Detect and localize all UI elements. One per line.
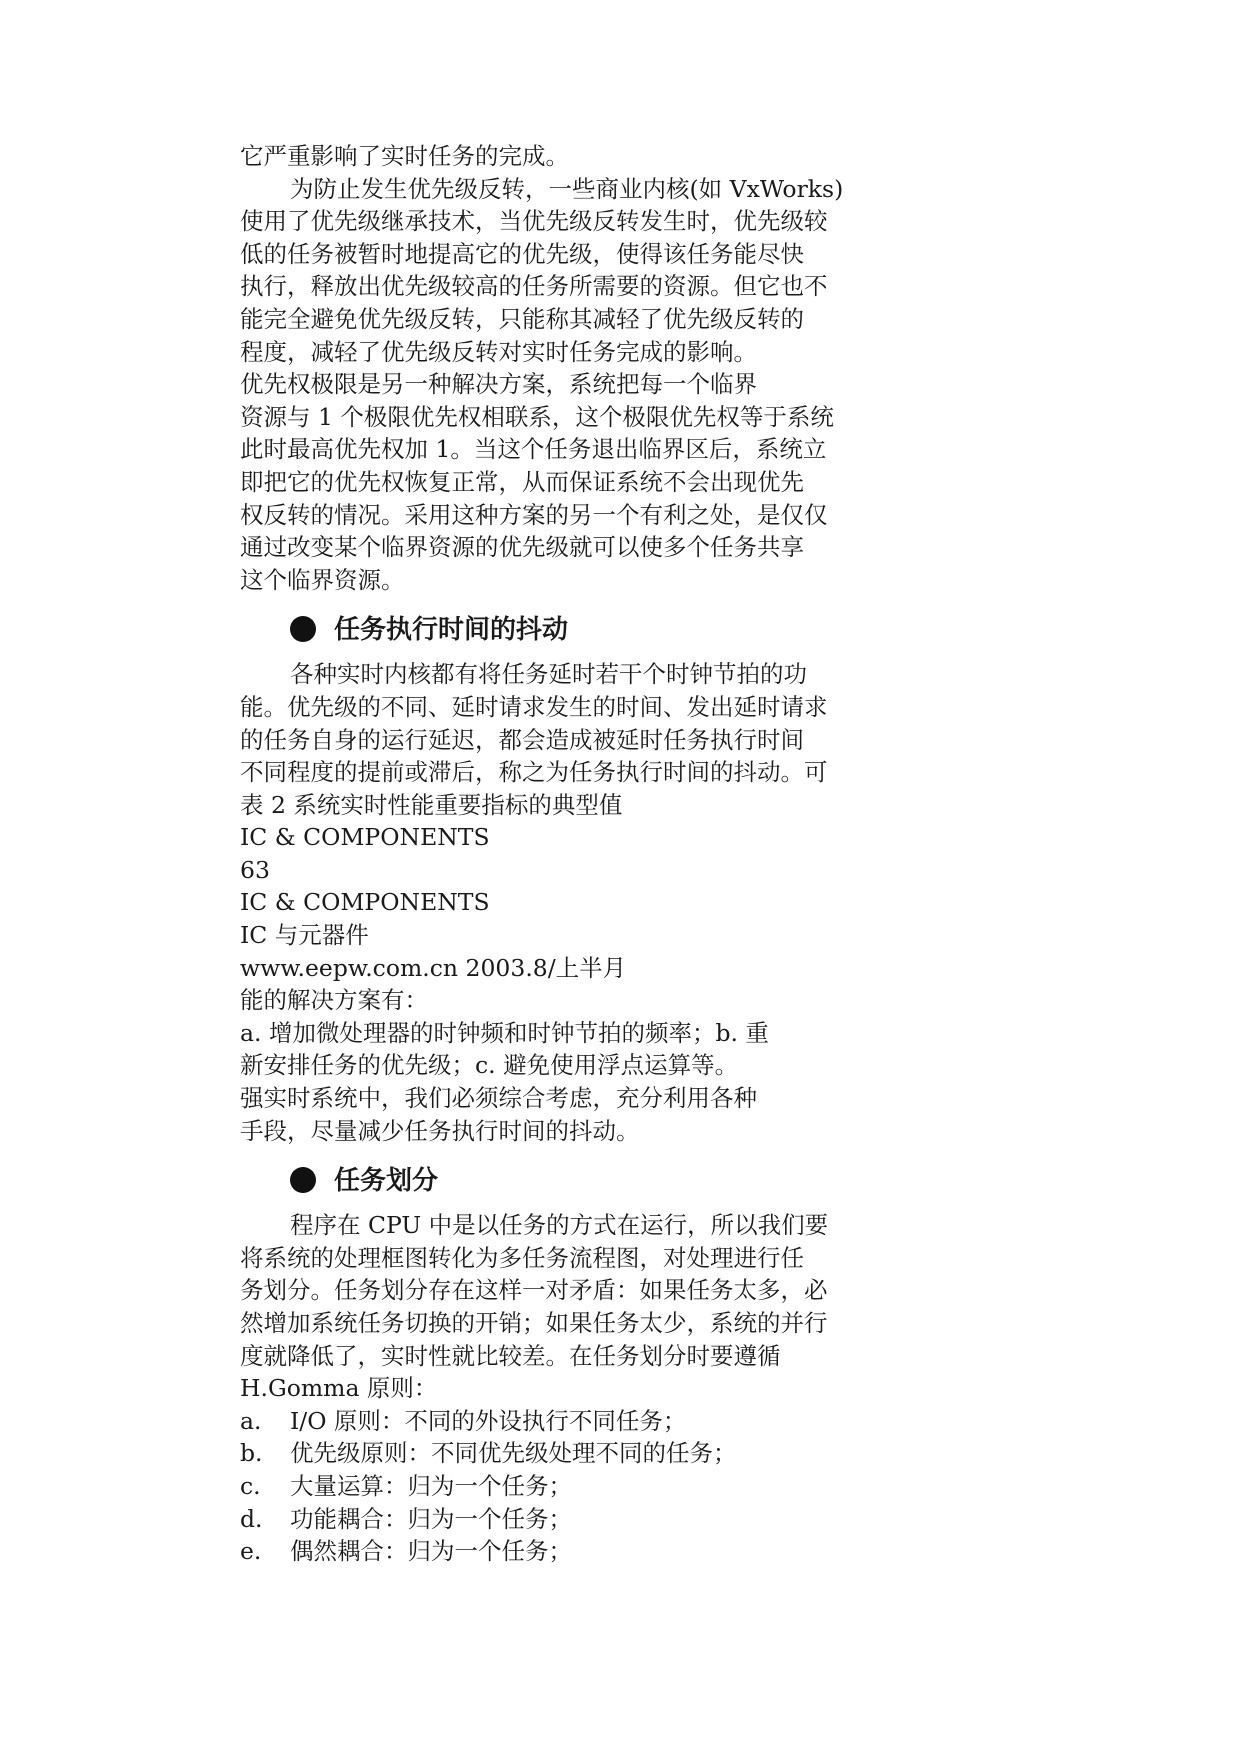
bullet-icon bbox=[290, 616, 316, 642]
list-text: 优先级原则：不同优先级处理不同的任务； bbox=[290, 1439, 737, 1468]
heading-text: 任务执行时间的抖动 bbox=[334, 615, 569, 646]
principles-list bbox=[240, 1405, 880, 1568]
text-line: 能的解决方案有： bbox=[240, 986, 428, 1015]
text-line: 使用了优先级继承技术，当优先级反转发生时，优先级较 bbox=[240, 207, 828, 236]
text-line: 资源与 1 个极限优先权相联系，这个极限优先权等于系统 bbox=[240, 402, 834, 431]
list-marker: c. bbox=[240, 1471, 261, 1500]
text-line: 手段，尽量减少任务执行时间的抖动。 bbox=[240, 1116, 640, 1145]
text-line: 它严重影响了实时任务的完成。 bbox=[240, 142, 569, 170]
text-line: 此时最高优先权加 1。当这个任务退出临界区后，系统立 bbox=[240, 435, 827, 464]
list-item bbox=[240, 1405, 880, 1438]
section-heading-task-division bbox=[240, 1157, 880, 1205]
list-item bbox=[240, 1470, 880, 1503]
text-line: www.eepw.com.cn 2003.8/上半月 bbox=[240, 953, 627, 982]
text-line: 能。优先级的不同、延时请求发生的时间、发出延时请求 bbox=[240, 692, 828, 721]
text-line: 权反转的情况。采用这种方案的另一个有利之处，是仅仅 bbox=[240, 500, 828, 529]
list-text: 功能耦合：归为一个任务； bbox=[290, 1504, 572, 1533]
article-column bbox=[240, 140, 880, 1568]
section-heading-jitter bbox=[240, 606, 880, 654]
section-priority-inversion bbox=[240, 140, 880, 596]
text-line: IC & COMPONENTS bbox=[240, 888, 490, 917]
text-line: 新安排任务的优先级；c. 避免使用浮点运算等。 bbox=[240, 1051, 739, 1080]
list-item bbox=[240, 1437, 880, 1470]
list-marker: d. bbox=[240, 1504, 263, 1533]
text-line: 通过改变某个临界资源的优先级就可以使多个任务共享 bbox=[240, 533, 804, 562]
text-line: 能完全避免优先级反转，只能称其减轻了优先级反转的 bbox=[240, 304, 804, 333]
text-line: 然增加系统任务切换的开销；如果任务太少，系统的并行 bbox=[240, 1309, 828, 1337]
text-line: IC & COMPONENTS bbox=[240, 823, 490, 852]
section-task-division bbox=[240, 1209, 880, 1405]
text-line: 表 2 系统实时性能重要指标的典型值 bbox=[240, 790, 623, 819]
list-text: 大量运算：归为一个任务； bbox=[290, 1471, 572, 1500]
text-line: 63 bbox=[240, 855, 270, 884]
list-marker: a. bbox=[240, 1406, 262, 1435]
text-line: IC 与元器件 bbox=[240, 921, 369, 950]
text-line: 强实时系统中，我们必须综合考虑，充分利用各种 bbox=[240, 1084, 757, 1113]
text-line: 的任务自身的运行延迟，都会造成被延时任务执行时间 bbox=[240, 725, 804, 754]
text-line: 即把它的优先权恢复正常，从而保证系统不会出现优先 bbox=[240, 467, 804, 496]
list-text: I/O 原则：不同的外设执行不同任务； bbox=[290, 1406, 687, 1435]
text-line: 低的任务被暂时地提高它的优先级，使得该任务能尽快 bbox=[240, 239, 804, 268]
text-line: 执行，释放出优先级较高的任务所需要的资源。但它也不 bbox=[240, 272, 828, 301]
text-line: 为防止发生优先级反转，一些商业内核(如 VxWorks) bbox=[290, 174, 844, 203]
text-line: 务划分。任务划分存在这样一对矛盾：如果任务太多，必 bbox=[240, 1276, 828, 1305]
list-item bbox=[240, 1535, 880, 1568]
text-line: 优先权极限是另一种解决方案，系统把每一个临界 bbox=[240, 370, 757, 399]
list-item bbox=[240, 1503, 880, 1536]
text-line: 程度，减轻了优先级反转对实时任务完成的影响。 bbox=[240, 337, 757, 366]
text-line: 将系统的处理框图转化为多任务流程图，对处理进行任 bbox=[240, 1243, 804, 1272]
list-marker: e. bbox=[240, 1537, 262, 1566]
heading-text: 任务划分 bbox=[334, 1166, 439, 1197]
section-jitter bbox=[240, 658, 880, 1147]
list-text: 偶然耦合：归为一个任务； bbox=[290, 1537, 572, 1566]
text-line: 各种实时内核都有将任务延时若干个时钟节拍的功 bbox=[290, 660, 807, 689]
text-line: 程序在 CPU 中是以任务的方式在运行，所以我们要 bbox=[290, 1211, 829, 1240]
bullet-icon bbox=[290, 1167, 316, 1193]
text-line: 不同程度的提前或滞后，称之为任务执行时间的抖动。可 bbox=[240, 758, 828, 787]
text-line: H.Gomma 原则： bbox=[240, 1374, 438, 1403]
text-line: a. 增加微处理器的时钟频和时钟节拍的频率；b. 重 bbox=[240, 1018, 769, 1047]
list-marker: b. bbox=[240, 1439, 263, 1468]
text-line: 度就降低了，实时性就比较差。在任务划分时要遵循 bbox=[240, 1341, 781, 1370]
text-line: 这个临界资源。 bbox=[240, 565, 405, 594]
